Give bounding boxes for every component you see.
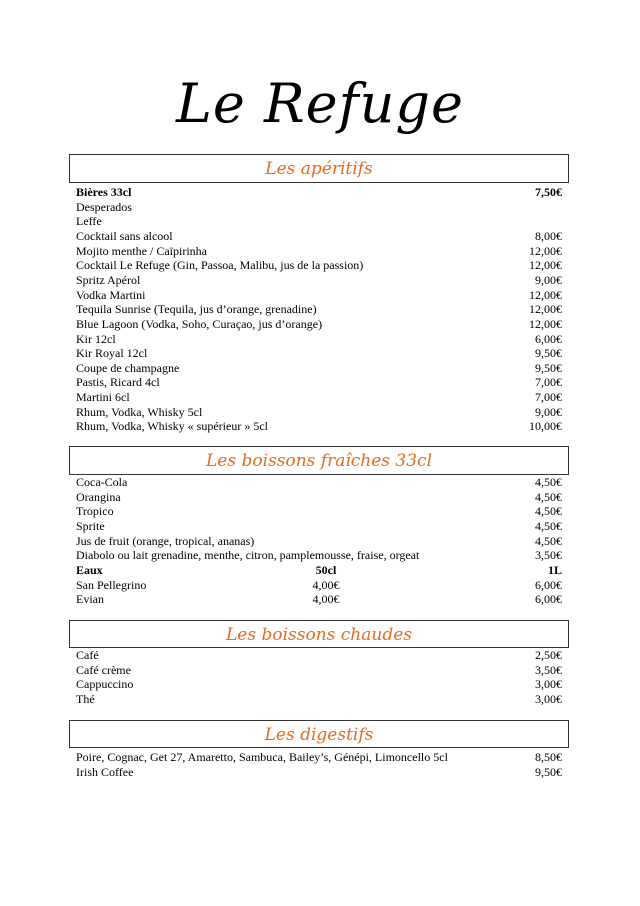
item-name: Rhum, Vodka, Whisky « supérieur » 5cl — [76, 419, 268, 434]
item-name: Cocktail sans alcool — [76, 228, 173, 243]
item-name: Evian — [76, 592, 104, 607]
item-name: Sprite — [76, 518, 105, 533]
menu-item — [76, 534, 562, 549]
item-price: 8,50€ — [535, 750, 562, 764]
item-name: Café crème — [76, 662, 131, 677]
section-heading-aperitifs: Les apéritifs — [69, 154, 569, 183]
menu-item — [76, 692, 562, 707]
item-price: 6,00€ — [535, 331, 562, 346]
item-price: 12,00€ — [529, 243, 562, 258]
item-name: Leffe — [76, 214, 102, 229]
item-price: 3,00€ — [535, 677, 562, 692]
item-price: 4,50€ — [535, 518, 562, 533]
menu-item — [76, 200, 562, 215]
menu-item — [76, 548, 562, 563]
item-name: Cappuccino — [76, 677, 134, 692]
item-price: 9,00€ — [535, 404, 562, 419]
item-price: 12,00€ — [529, 302, 562, 317]
menu-item — [76, 765, 562, 780]
menu-item — [76, 677, 562, 692]
item-name: Poire, Cognac, Get 27, Amaretto, Sambuca, Bailey’s, Génépi, Limoncello 5cl — [76, 750, 448, 764]
menu-item — [76, 390, 562, 405]
section-heading-boissons-fraiches: Les boissons fraîches 33cl — [69, 446, 569, 475]
item-name: Tequila Sunrise (Tequila, jus d’orange, grenadine) — [76, 302, 317, 317]
menu-item — [76, 648, 562, 663]
menu-item — [76, 258, 562, 273]
item-name: Bières 33cl — [76, 185, 132, 199]
item-name: Desperados — [76, 199, 132, 214]
item-name: Cocktail Le Refuge (Gin, Passoa, Malibu, jus de la passion) — [76, 258, 364, 273]
item-name: Orangina — [76, 489, 121, 504]
item-name: Irish Coffee — [76, 764, 134, 779]
item-price: 4,50€ — [535, 533, 562, 548]
item-price: 9,50€ — [535, 346, 562, 361]
menu-item — [76, 405, 562, 420]
item-price: 10,00€ — [529, 419, 562, 434]
item-name: Kir Royal 12cl — [76, 346, 148, 361]
menu-item — [76, 288, 562, 303]
item-name: Diabolo ou lait grenadine, menthe, citron, pamplemousse, fraise, orgeat — [76, 548, 420, 563]
menu-item — [76, 375, 562, 390]
item-name: Spritz Apérol — [76, 272, 141, 287]
item-name: Eaux — [76, 562, 103, 577]
item-name: Café — [76, 648, 99, 662]
page-title: Le Refuge — [176, 72, 464, 135]
item-price: 9,50€ — [535, 764, 562, 779]
menu-item — [76, 419, 562, 434]
menu-item — [76, 750, 562, 765]
menu-item — [76, 490, 562, 505]
menu-item — [76, 663, 562, 678]
menu-item — [76, 302, 562, 317]
item-name: San Pellegrino — [76, 577, 147, 592]
item-price: 4,50€ — [535, 475, 562, 489]
item-name: Coupe de champagne — [76, 360, 180, 375]
item-name: Vodka Martini — [76, 287, 146, 302]
menu-item — [76, 519, 562, 534]
menu-item — [76, 229, 562, 244]
menu-item — [76, 332, 562, 347]
item-price: 9,00€ — [535, 272, 562, 287]
menu-item — [76, 475, 562, 490]
item-price: 7,00€ — [535, 390, 562, 405]
item-name: Thé — [76, 691, 95, 706]
item-price: 3,50€ — [535, 548, 562, 563]
item-price: 4,50€ — [535, 504, 562, 519]
item-price: 4,50€ — [535, 489, 562, 504]
item-price-50cl: 50cl — [315, 562, 337, 577]
item-name: Kir 12cl — [76, 331, 116, 346]
menu-item — [76, 361, 562, 376]
section-heading-boissons-chaudes: Les boissons chaudes — [69, 620, 569, 648]
item-price-1l: 6,00€ — [535, 592, 562, 607]
menu-category-row — [76, 185, 562, 200]
menu-item — [76, 504, 562, 519]
item-price: 7,00€ — [535, 375, 562, 390]
eaux-item — [76, 592, 562, 607]
item-name: Blue Lagoon (Vodka, Soho, Curaçao, jus d’orange) — [76, 316, 323, 331]
eaux-item — [76, 578, 562, 593]
item-name: Rhum, Vodka, Whisky 5cl — [76, 404, 203, 419]
menu-item — [76, 317, 562, 332]
item-price-50cl: 4,00€ — [312, 592, 340, 607]
item-price: 8,00€ — [535, 228, 562, 243]
menu-item — [76, 214, 562, 229]
item-price-1l: 6,00€ — [535, 577, 562, 592]
item-name: Martini 6cl — [76, 390, 130, 405]
menu-item — [76, 346, 562, 361]
item-price: 7,50€ — [535, 185, 562, 199]
item-name: Coca-Cola — [76, 475, 128, 489]
item-price: 9,50€ — [535, 360, 562, 375]
item-price: 12,00€ — [529, 287, 562, 302]
eaux-header-row — [76, 563, 562, 578]
item-price: 3,00€ — [535, 691, 562, 706]
item-price: 2,50€ — [535, 648, 562, 662]
item-name: Tropico — [76, 504, 114, 519]
item-price: 3,50€ — [535, 662, 562, 677]
menu-item — [76, 273, 562, 288]
item-name: Mojito menthe / Caïpirinha — [76, 243, 207, 258]
section-heading-digestifs: Les digestifs — [69, 720, 569, 748]
item-price: 12,00€ — [529, 258, 562, 273]
item-price: 12,00€ — [529, 316, 562, 331]
menu-item — [76, 244, 562, 259]
item-name: Pastis, Ricard 4cl — [76, 375, 160, 390]
item-price-50cl: 4,00€ — [312, 577, 340, 592]
item-price-1l: 1L — [547, 562, 562, 577]
item-name: Jus de fruit (orange, tropical, ananas) — [76, 533, 255, 548]
